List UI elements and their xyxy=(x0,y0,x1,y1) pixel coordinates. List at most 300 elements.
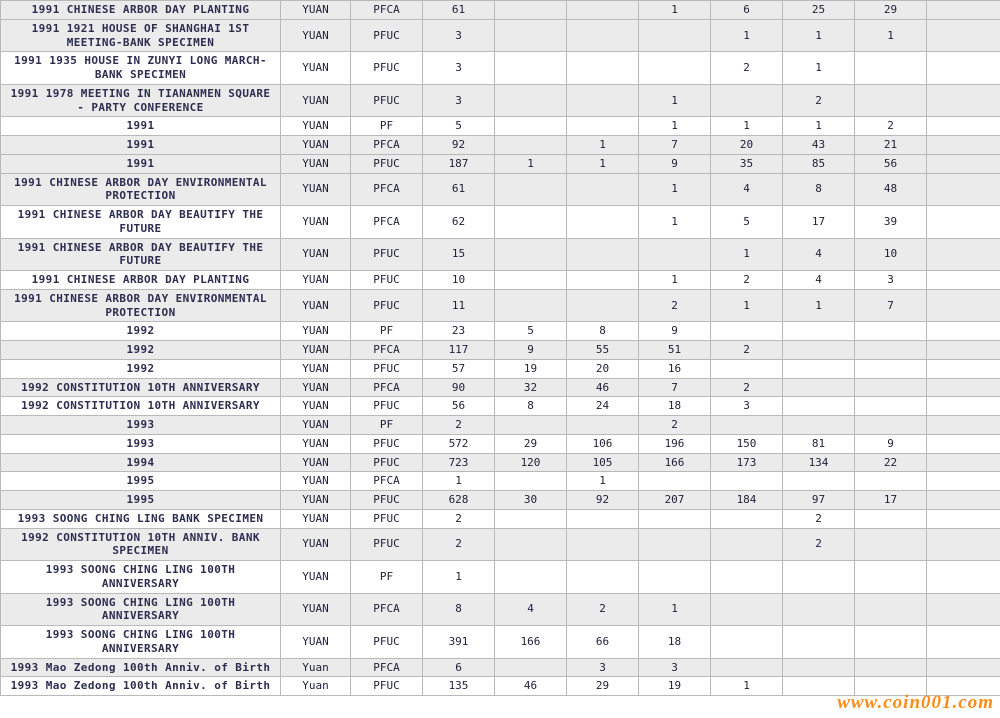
cell-col7 xyxy=(639,238,711,271)
cell-col5 xyxy=(495,472,567,491)
cell-col10 xyxy=(855,52,927,85)
cell-col8: 6 xyxy=(711,1,783,20)
cell-col5 xyxy=(495,416,567,435)
cell-col8: 3 xyxy=(711,397,783,416)
cell-col11 xyxy=(927,136,1000,155)
cell-col7: 2 xyxy=(639,289,711,322)
cell-col10 xyxy=(855,677,927,696)
table-row xyxy=(1,378,1000,397)
cell-col9: 2 xyxy=(783,509,855,528)
cell-col6 xyxy=(567,238,639,271)
cell-col5 xyxy=(495,206,567,239)
cell-col9: 8 xyxy=(783,173,855,206)
cell-col6: 105 xyxy=(567,453,639,472)
cell-col10 xyxy=(855,322,927,341)
cell-grade: PF xyxy=(351,561,423,594)
cell-col11 xyxy=(927,117,1000,136)
cell-grade: PFUC xyxy=(351,397,423,416)
cell-col5: 19 xyxy=(495,359,567,378)
cell-col7: 166 xyxy=(639,453,711,472)
table-body xyxy=(1,1,1000,696)
cell-total: 57 xyxy=(423,359,495,378)
cell-col8: 1 xyxy=(711,238,783,271)
cell-col7: 2 xyxy=(639,416,711,435)
table-row xyxy=(1,491,1000,510)
cell-currency: YUAN xyxy=(281,593,351,626)
table-row xyxy=(1,1,1000,20)
cell-col7: 9 xyxy=(639,154,711,173)
cell-col9: 1 xyxy=(783,52,855,85)
cell-total: 5 xyxy=(423,117,495,136)
cell-col11 xyxy=(927,472,1000,491)
cell-col11 xyxy=(927,271,1000,290)
cell-col11 xyxy=(927,84,1000,117)
cell-currency: YUAN xyxy=(281,238,351,271)
cell-total: 135 xyxy=(423,677,495,696)
cell-grade: PFUC xyxy=(351,677,423,696)
cell-col9: 25 xyxy=(783,1,855,20)
cell-col11 xyxy=(927,238,1000,271)
cell-currency: YUAN xyxy=(281,173,351,206)
cell-grade: PF xyxy=(351,322,423,341)
cell-col5 xyxy=(495,528,567,561)
cell-currency: YUAN xyxy=(281,528,351,561)
table-row xyxy=(1,528,1000,561)
cell-col9: 1 xyxy=(783,289,855,322)
cell-currency: YUAN xyxy=(281,1,351,20)
cell-total: 187 xyxy=(423,154,495,173)
table-row xyxy=(1,154,1000,173)
cell-total: 61 xyxy=(423,173,495,206)
cell-col11 xyxy=(927,173,1000,206)
cell-col8 xyxy=(711,658,783,677)
cell-col5: 5 xyxy=(495,322,567,341)
cell-currency: YUAN xyxy=(281,19,351,52)
cell-col5: 4 xyxy=(495,593,567,626)
cell-col11 xyxy=(927,434,1000,453)
cell-grade: PFCA xyxy=(351,472,423,491)
cell-grade: PFUC xyxy=(351,359,423,378)
cell-description: 1991 CHINESE ARBOR DAY BEAUTIFY THE FUTURE xyxy=(1,238,281,271)
cell-grade: PFUC xyxy=(351,491,423,510)
cell-currency: YUAN xyxy=(281,359,351,378)
cell-col11 xyxy=(927,593,1000,626)
cell-col7: 7 xyxy=(639,136,711,155)
cell-col9: 4 xyxy=(783,271,855,290)
cell-currency: YUAN xyxy=(281,626,351,659)
cell-col7: 9 xyxy=(639,322,711,341)
cell-col9: 17 xyxy=(783,206,855,239)
cell-col8: 4 xyxy=(711,173,783,206)
cell-col8 xyxy=(711,416,783,435)
cell-description: 1993 Mao Zedong 100th Anniv. of Birth xyxy=(1,677,281,696)
cell-col10 xyxy=(855,359,927,378)
cell-col6: 8 xyxy=(567,322,639,341)
cell-grade: PFUC xyxy=(351,453,423,472)
cell-col6 xyxy=(567,52,639,85)
cell-col9: 134 xyxy=(783,453,855,472)
cell-col5 xyxy=(495,84,567,117)
cell-col8: 1 xyxy=(711,19,783,52)
cell-col8: 1 xyxy=(711,677,783,696)
cell-currency: YUAN xyxy=(281,322,351,341)
cell-col6 xyxy=(567,416,639,435)
cell-col5: 120 xyxy=(495,453,567,472)
cell-col9 xyxy=(783,378,855,397)
cell-col6: 1 xyxy=(567,472,639,491)
cell-col9: 43 xyxy=(783,136,855,155)
cell-grade: PFUC xyxy=(351,154,423,173)
table-row xyxy=(1,359,1000,378)
cell-total: 6 xyxy=(423,658,495,677)
cell-col8 xyxy=(711,359,783,378)
cell-col11 xyxy=(927,677,1000,696)
cell-currency: YUAN xyxy=(281,491,351,510)
table-row xyxy=(1,416,1000,435)
cell-col5 xyxy=(495,173,567,206)
cell-col10: 22 xyxy=(855,453,927,472)
table-row xyxy=(1,52,1000,85)
cell-col5: 29 xyxy=(495,434,567,453)
cell-col8: 20 xyxy=(711,136,783,155)
cell-description: 1993 SOONG CHING LING BANK SPECIMEN xyxy=(1,509,281,528)
cell-col9: 2 xyxy=(783,84,855,117)
cell-col6: 106 xyxy=(567,434,639,453)
cell-col11 xyxy=(927,658,1000,677)
cell-total: 572 xyxy=(423,434,495,453)
cell-total: 62 xyxy=(423,206,495,239)
cell-col5 xyxy=(495,117,567,136)
cell-col6: 55 xyxy=(567,341,639,360)
cell-grade: PFUC xyxy=(351,238,423,271)
cell-description: 1995 xyxy=(1,472,281,491)
cell-currency: YUAN xyxy=(281,52,351,85)
cell-grade: PFUC xyxy=(351,271,423,290)
cell-currency: YUAN xyxy=(281,271,351,290)
cell-grade: PFUC xyxy=(351,509,423,528)
cell-col10 xyxy=(855,341,927,360)
cell-col9: 1 xyxy=(783,117,855,136)
cell-grade: PFCA xyxy=(351,206,423,239)
cell-currency: YUAN xyxy=(281,289,351,322)
cell-col7: 1 xyxy=(639,1,711,20)
cell-col11 xyxy=(927,206,1000,239)
cell-col10: 9 xyxy=(855,434,927,453)
cell-col5 xyxy=(495,658,567,677)
cell-description: 1992 xyxy=(1,341,281,360)
cell-col5 xyxy=(495,136,567,155)
cell-grade: PFCA xyxy=(351,341,423,360)
cell-total: 2 xyxy=(423,509,495,528)
table-row xyxy=(1,453,1000,472)
cell-description: 1993 SOONG CHING LING 100TH ANNIVERSARY xyxy=(1,626,281,659)
cell-description: 1991 1978 MEETING IN TIANANMEN SQUARE - PARTY CONFERENCE xyxy=(1,84,281,117)
cell-grade: PFCA xyxy=(351,1,423,20)
cell-description: 1991 xyxy=(1,136,281,155)
table-row xyxy=(1,434,1000,453)
cell-col8 xyxy=(711,561,783,594)
cell-col6: 1 xyxy=(567,136,639,155)
cell-currency: YUAN xyxy=(281,416,351,435)
cell-col11 xyxy=(927,528,1000,561)
cell-col7: 1 xyxy=(639,84,711,117)
cell-description: 1993 xyxy=(1,434,281,453)
cell-grade: PFCA xyxy=(351,378,423,397)
cell-description: 1991 1935 HOUSE IN ZUNYI LONG MARCH-BANK SPECIMEN xyxy=(1,52,281,85)
cell-description: 1992 xyxy=(1,322,281,341)
cell-col7: 207 xyxy=(639,491,711,510)
table-row xyxy=(1,173,1000,206)
table-row xyxy=(1,289,1000,322)
cell-grade: PFCA xyxy=(351,136,423,155)
cell-col7 xyxy=(639,528,711,561)
cell-col11 xyxy=(927,1,1000,20)
cell-currency: YUAN xyxy=(281,136,351,155)
cell-col5: 8 xyxy=(495,397,567,416)
table-row xyxy=(1,84,1000,117)
cell-col5 xyxy=(495,289,567,322)
cell-currency: Yuan xyxy=(281,677,351,696)
cell-col10: 29 xyxy=(855,1,927,20)
cell-description: 1991 CHINESE ARBOR DAY PLANTING xyxy=(1,271,281,290)
cell-col10 xyxy=(855,626,927,659)
cell-col5 xyxy=(495,271,567,290)
cell-col8: 1 xyxy=(711,117,783,136)
cell-grade: PFCA xyxy=(351,658,423,677)
table-row xyxy=(1,271,1000,290)
cell-col5: 30 xyxy=(495,491,567,510)
cell-col5 xyxy=(495,509,567,528)
cell-col11 xyxy=(927,491,1000,510)
cell-col6 xyxy=(567,19,639,52)
cell-currency: YUAN xyxy=(281,378,351,397)
cell-col6 xyxy=(567,509,639,528)
cell-total: 391 xyxy=(423,626,495,659)
cell-total: 23 xyxy=(423,322,495,341)
table-row xyxy=(1,238,1000,271)
cell-col5: 166 xyxy=(495,626,567,659)
table-row xyxy=(1,117,1000,136)
cell-col8: 35 xyxy=(711,154,783,173)
table-row xyxy=(1,136,1000,155)
cell-col11 xyxy=(927,453,1000,472)
cell-description: 1992 CONSTITUTION 10TH ANNIV. BANK SPECIMEN xyxy=(1,528,281,561)
cell-col10: 48 xyxy=(855,173,927,206)
cell-grade: PFUC xyxy=(351,84,423,117)
cell-col8: 2 xyxy=(711,271,783,290)
table-row xyxy=(1,322,1000,341)
cell-col7: 1 xyxy=(639,206,711,239)
cell-total: 628 xyxy=(423,491,495,510)
table-row xyxy=(1,509,1000,528)
cell-total: 3 xyxy=(423,84,495,117)
cell-col7: 18 xyxy=(639,397,711,416)
cell-currency: YUAN xyxy=(281,206,351,239)
cell-total: 11 xyxy=(423,289,495,322)
cell-col6 xyxy=(567,1,639,20)
cell-col8: 2 xyxy=(711,52,783,85)
cell-col11 xyxy=(927,378,1000,397)
cell-currency: YUAN xyxy=(281,84,351,117)
cell-col11 xyxy=(927,416,1000,435)
cell-currency: YUAN xyxy=(281,397,351,416)
cell-col8 xyxy=(711,626,783,659)
cell-col5 xyxy=(495,561,567,594)
table-row xyxy=(1,626,1000,659)
cell-col7: 1 xyxy=(639,173,711,206)
cell-col8: 1 xyxy=(711,289,783,322)
cell-currency: YUAN xyxy=(281,154,351,173)
cell-col7: 3 xyxy=(639,658,711,677)
table-row xyxy=(1,658,1000,677)
cell-col8 xyxy=(711,84,783,117)
cell-col8: 184 xyxy=(711,491,783,510)
cell-col11 xyxy=(927,561,1000,594)
cell-description: 1991 CHINESE ARBOR DAY BEAUTIFY THE FUTURE xyxy=(1,206,281,239)
cell-col6 xyxy=(567,117,639,136)
cell-col10 xyxy=(855,561,927,594)
cell-col6 xyxy=(567,528,639,561)
cell-grade: PFUC xyxy=(351,626,423,659)
cell-description: 1991 1921 HOUSE OF SHANGHAI 1ST MEETING-BANK SPECIMEN xyxy=(1,19,281,52)
cell-description: 1992 CONSTITUTION 10TH ANNIVERSARY xyxy=(1,397,281,416)
cell-total: 3 xyxy=(423,19,495,52)
cell-col11 xyxy=(927,322,1000,341)
table-row xyxy=(1,593,1000,626)
cell-total: 1 xyxy=(423,472,495,491)
cell-col10: 17 xyxy=(855,491,927,510)
cell-col11 xyxy=(927,289,1000,322)
cell-grade: PFUC xyxy=(351,434,423,453)
cell-col10: 56 xyxy=(855,154,927,173)
cell-currency: YUAN xyxy=(281,472,351,491)
cell-col5: 32 xyxy=(495,378,567,397)
cell-col10: 21 xyxy=(855,136,927,155)
cell-col6: 24 xyxy=(567,397,639,416)
cell-col11 xyxy=(927,52,1000,85)
cell-col8: 2 xyxy=(711,378,783,397)
cell-col6: 92 xyxy=(567,491,639,510)
cell-col7 xyxy=(639,472,711,491)
cell-total: 15 xyxy=(423,238,495,271)
cell-grade: PFUC xyxy=(351,52,423,85)
cell-col11 xyxy=(927,341,1000,360)
cell-col8 xyxy=(711,472,783,491)
cell-col7 xyxy=(639,52,711,85)
cell-col10: 39 xyxy=(855,206,927,239)
cell-col5 xyxy=(495,238,567,271)
cell-col7: 1 xyxy=(639,117,711,136)
cell-description: 1992 xyxy=(1,359,281,378)
cell-description: 1994 xyxy=(1,453,281,472)
cell-total: 3 xyxy=(423,52,495,85)
cell-col10: 3 xyxy=(855,271,927,290)
cell-col11 xyxy=(927,626,1000,659)
cell-currency: YUAN xyxy=(281,434,351,453)
cell-col9 xyxy=(783,626,855,659)
cell-col10 xyxy=(855,593,927,626)
cell-col10: 1 xyxy=(855,19,927,52)
cell-col11 xyxy=(927,154,1000,173)
cell-description: 1995 xyxy=(1,491,281,510)
cell-total: 723 xyxy=(423,453,495,472)
cell-currency: YUAN xyxy=(281,117,351,136)
cell-col8: 5 xyxy=(711,206,783,239)
cell-col7 xyxy=(639,561,711,594)
cell-col8: 173 xyxy=(711,453,783,472)
cell-description: 1991 xyxy=(1,154,281,173)
cell-col10 xyxy=(855,416,927,435)
cell-grade: PFUC xyxy=(351,289,423,322)
cell-description: 1993 SOONG CHING LING 100TH ANNIVERSARY xyxy=(1,593,281,626)
cell-col7: 196 xyxy=(639,434,711,453)
cell-currency: YUAN xyxy=(281,341,351,360)
cell-col8 xyxy=(711,528,783,561)
cell-col6: 46 xyxy=(567,378,639,397)
cell-col9 xyxy=(783,561,855,594)
cell-description: 1991 CHINESE ARBOR DAY ENVIRONMENTAL PROTECTION xyxy=(1,289,281,322)
cell-col8 xyxy=(711,593,783,626)
cell-col7: 18 xyxy=(639,626,711,659)
cell-col11 xyxy=(927,359,1000,378)
cell-grade: PF xyxy=(351,117,423,136)
cell-col8 xyxy=(711,322,783,341)
cell-col7 xyxy=(639,509,711,528)
cell-col8: 150 xyxy=(711,434,783,453)
cell-col5 xyxy=(495,19,567,52)
cell-col10 xyxy=(855,397,927,416)
cell-col10: 2 xyxy=(855,117,927,136)
cell-description: 1992 CONSTITUTION 10TH ANNIVERSARY xyxy=(1,378,281,397)
cell-total: 2 xyxy=(423,416,495,435)
table-row xyxy=(1,341,1000,360)
table-row xyxy=(1,677,1000,696)
cell-col7: 7 xyxy=(639,378,711,397)
cell-col9: 2 xyxy=(783,528,855,561)
cell-col11 xyxy=(927,397,1000,416)
cell-grade: PF xyxy=(351,416,423,435)
cell-col9: 81 xyxy=(783,434,855,453)
cell-col9: 1 xyxy=(783,19,855,52)
table-row xyxy=(1,19,1000,52)
cell-col6: 2 xyxy=(567,593,639,626)
cell-total: 56 xyxy=(423,397,495,416)
table-row xyxy=(1,206,1000,239)
cell-col6: 1 xyxy=(567,154,639,173)
cell-grade: PFCA xyxy=(351,173,423,206)
cell-col6: 29 xyxy=(567,677,639,696)
cell-col7: 16 xyxy=(639,359,711,378)
cell-col10: 7 xyxy=(855,289,927,322)
cell-col6: 66 xyxy=(567,626,639,659)
table-row xyxy=(1,472,1000,491)
cell-col9 xyxy=(783,472,855,491)
cell-description: 1991 CHINESE ARBOR DAY PLANTING xyxy=(1,1,281,20)
cell-col10 xyxy=(855,528,927,561)
cell-col9 xyxy=(783,341,855,360)
table-row xyxy=(1,397,1000,416)
cell-col6: 20 xyxy=(567,359,639,378)
cell-total: 2 xyxy=(423,528,495,561)
cell-total: 90 xyxy=(423,378,495,397)
cell-col9 xyxy=(783,416,855,435)
cell-col8 xyxy=(711,509,783,528)
cell-col5 xyxy=(495,1,567,20)
watermark-text: www.coin001.com xyxy=(837,692,994,713)
cell-total: 117 xyxy=(423,341,495,360)
cell-col5: 1 xyxy=(495,154,567,173)
cell-col5 xyxy=(495,52,567,85)
